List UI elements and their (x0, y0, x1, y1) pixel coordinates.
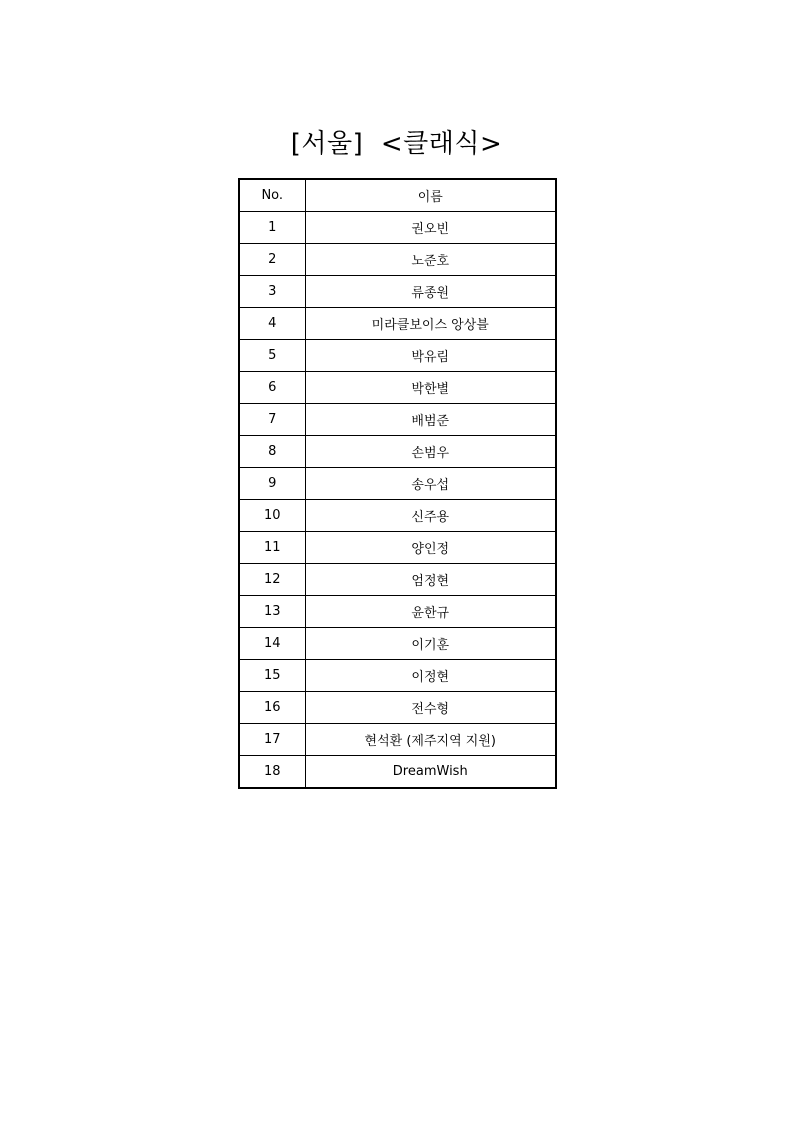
row-number-cell: 9 (239, 468, 305, 500)
row-number-cell: 1 (239, 212, 305, 244)
row-name-cell: 류종원 (305, 276, 556, 308)
row-number-cell: 8 (239, 436, 305, 468)
row-name-cell: 노준호 (305, 244, 556, 276)
row-number-cell: 18 (239, 756, 305, 789)
table-row (239, 596, 556, 628)
table-row (239, 404, 556, 436)
row-number-cell: 13 (239, 596, 305, 628)
table-row (239, 628, 556, 660)
table-row (239, 212, 556, 244)
row-name-cell: 이기훈 (305, 628, 556, 660)
row-name-cell: DreamWish (305, 756, 556, 789)
table-row (239, 532, 556, 564)
row-name-cell: 엄정현 (305, 564, 556, 596)
row-name-cell: 윤한규 (305, 596, 556, 628)
table-row (239, 340, 556, 372)
table-row (239, 500, 556, 532)
page-title: [서울] <클래식> (290, 129, 503, 159)
row-number-cell: 15 (239, 660, 305, 692)
table-row (239, 372, 556, 404)
row-number-cell: 16 (239, 692, 305, 724)
row-name-cell: 배범준 (305, 404, 556, 436)
row-name-cell: 박유림 (305, 340, 556, 372)
row-name-cell: 권오빈 (305, 212, 556, 244)
table-row (239, 436, 556, 468)
table-header-row (239, 179, 556, 212)
row-number-cell: 6 (239, 372, 305, 404)
row-name-cell: 신주용 (305, 500, 556, 532)
table-row (239, 244, 556, 276)
row-name-cell: 미라클보이스 앙상블 (305, 308, 556, 340)
column-header-no: No. (239, 179, 305, 212)
row-number-cell: 7 (239, 404, 305, 436)
roster-table (238, 178, 557, 789)
row-name-cell: 현석환 (제주지역 지원) (305, 724, 556, 756)
table-row (239, 756, 556, 789)
table-body (239, 212, 556, 789)
row-number-cell: 4 (239, 308, 305, 340)
table-row (239, 692, 556, 724)
table-row (239, 308, 556, 340)
row-name-cell: 손범우 (305, 436, 556, 468)
row-number-cell: 10 (239, 500, 305, 532)
row-number-cell: 14 (239, 628, 305, 660)
table-row (239, 276, 556, 308)
column-header-name: 이름 (305, 179, 556, 212)
table-row (239, 468, 556, 500)
row-number-cell: 11 (239, 532, 305, 564)
table-row (239, 564, 556, 596)
row-name-cell: 양인정 (305, 532, 556, 564)
row-number-cell: 12 (239, 564, 305, 596)
row-name-cell: 전수형 (305, 692, 556, 724)
table-row (239, 724, 556, 756)
row-name-cell: 이정현 (305, 660, 556, 692)
row-number-cell: 3 (239, 276, 305, 308)
row-number-cell: 17 (239, 724, 305, 756)
table-row (239, 660, 556, 692)
row-number-cell: 2 (239, 244, 305, 276)
row-name-cell: 박한별 (305, 372, 556, 404)
row-number-cell: 5 (239, 340, 305, 372)
row-name-cell: 송우섭 (305, 468, 556, 500)
